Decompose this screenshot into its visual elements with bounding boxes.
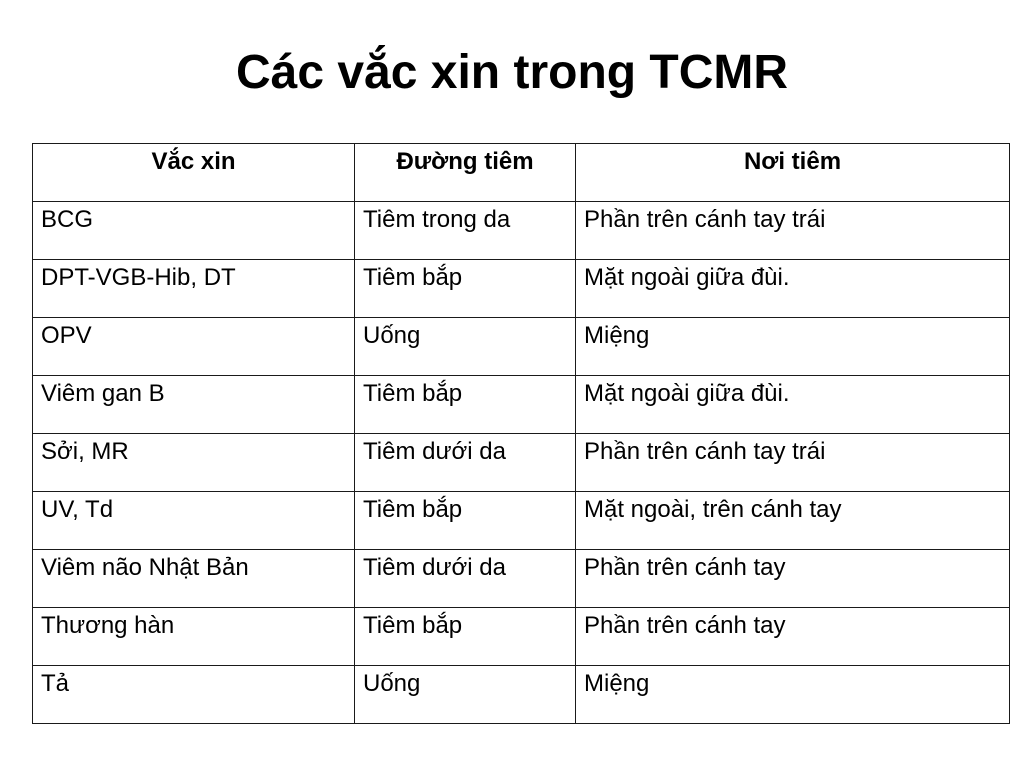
cell-route: Tiêm bắp — [355, 260, 576, 318]
column-header-site: Nơi tiêm — [576, 144, 1010, 202]
cell-route: Uống — [355, 318, 576, 376]
cell-site: Mặt ngoài giữa đùi. — [576, 376, 1010, 434]
table-row — [33, 376, 1010, 434]
cell-route: Tiêm bắp — [355, 492, 576, 550]
table-row — [33, 608, 1010, 666]
cell-route: Tiêm dưới da — [355, 550, 576, 608]
cell-route: Tiêm dưới da — [355, 434, 576, 492]
cell-site: Phần trên cánh tay trái — [576, 202, 1010, 260]
cell-route: Tiêm trong da — [355, 202, 576, 260]
cell-site: Miệng — [576, 318, 1010, 376]
table-row — [33, 260, 1010, 318]
cell-site: Phần trên cánh tay — [576, 550, 1010, 608]
cell-vaccine: Viêm gan B — [33, 376, 355, 434]
cell-vaccine: UV, Td — [33, 492, 355, 550]
table-header-row — [33, 144, 1010, 202]
cell-route: Uống — [355, 666, 576, 724]
cell-site: Mặt ngoài giữa đùi. — [576, 260, 1010, 318]
table-row — [33, 318, 1010, 376]
table-row — [33, 492, 1010, 550]
table-row — [33, 202, 1010, 260]
cell-vaccine: BCG — [33, 202, 355, 260]
table-row — [33, 550, 1010, 608]
cell-site: Mặt ngoài, trên cánh tay — [576, 492, 1010, 550]
cell-route: Tiêm bắp — [355, 376, 576, 434]
cell-vaccine: Tả — [33, 666, 355, 724]
cell-vaccine: Sởi, MR — [33, 434, 355, 492]
cell-route: Tiêm bắp — [355, 608, 576, 666]
cell-site: Miệng — [576, 666, 1010, 724]
cell-vaccine: Thương hàn — [33, 608, 355, 666]
slide-title: Các vắc xin trong TCMR — [235, 46, 789, 99]
cell-vaccine: DPT-VGB-Hib, DT — [33, 260, 355, 318]
column-header-vaccine: Vắc xin — [33, 144, 355, 202]
column-header-route: Đường tiêm — [355, 144, 576, 202]
table-row — [33, 434, 1010, 492]
cell-site: Phần trên cánh tay — [576, 608, 1010, 666]
vaccine-table — [32, 143, 1010, 724]
table-row — [33, 666, 1010, 724]
cell-vaccine: OPV — [33, 318, 355, 376]
cell-site: Phần trên cánh tay trái — [576, 434, 1010, 492]
cell-vaccine: Viêm não Nhật Bản — [33, 550, 355, 608]
